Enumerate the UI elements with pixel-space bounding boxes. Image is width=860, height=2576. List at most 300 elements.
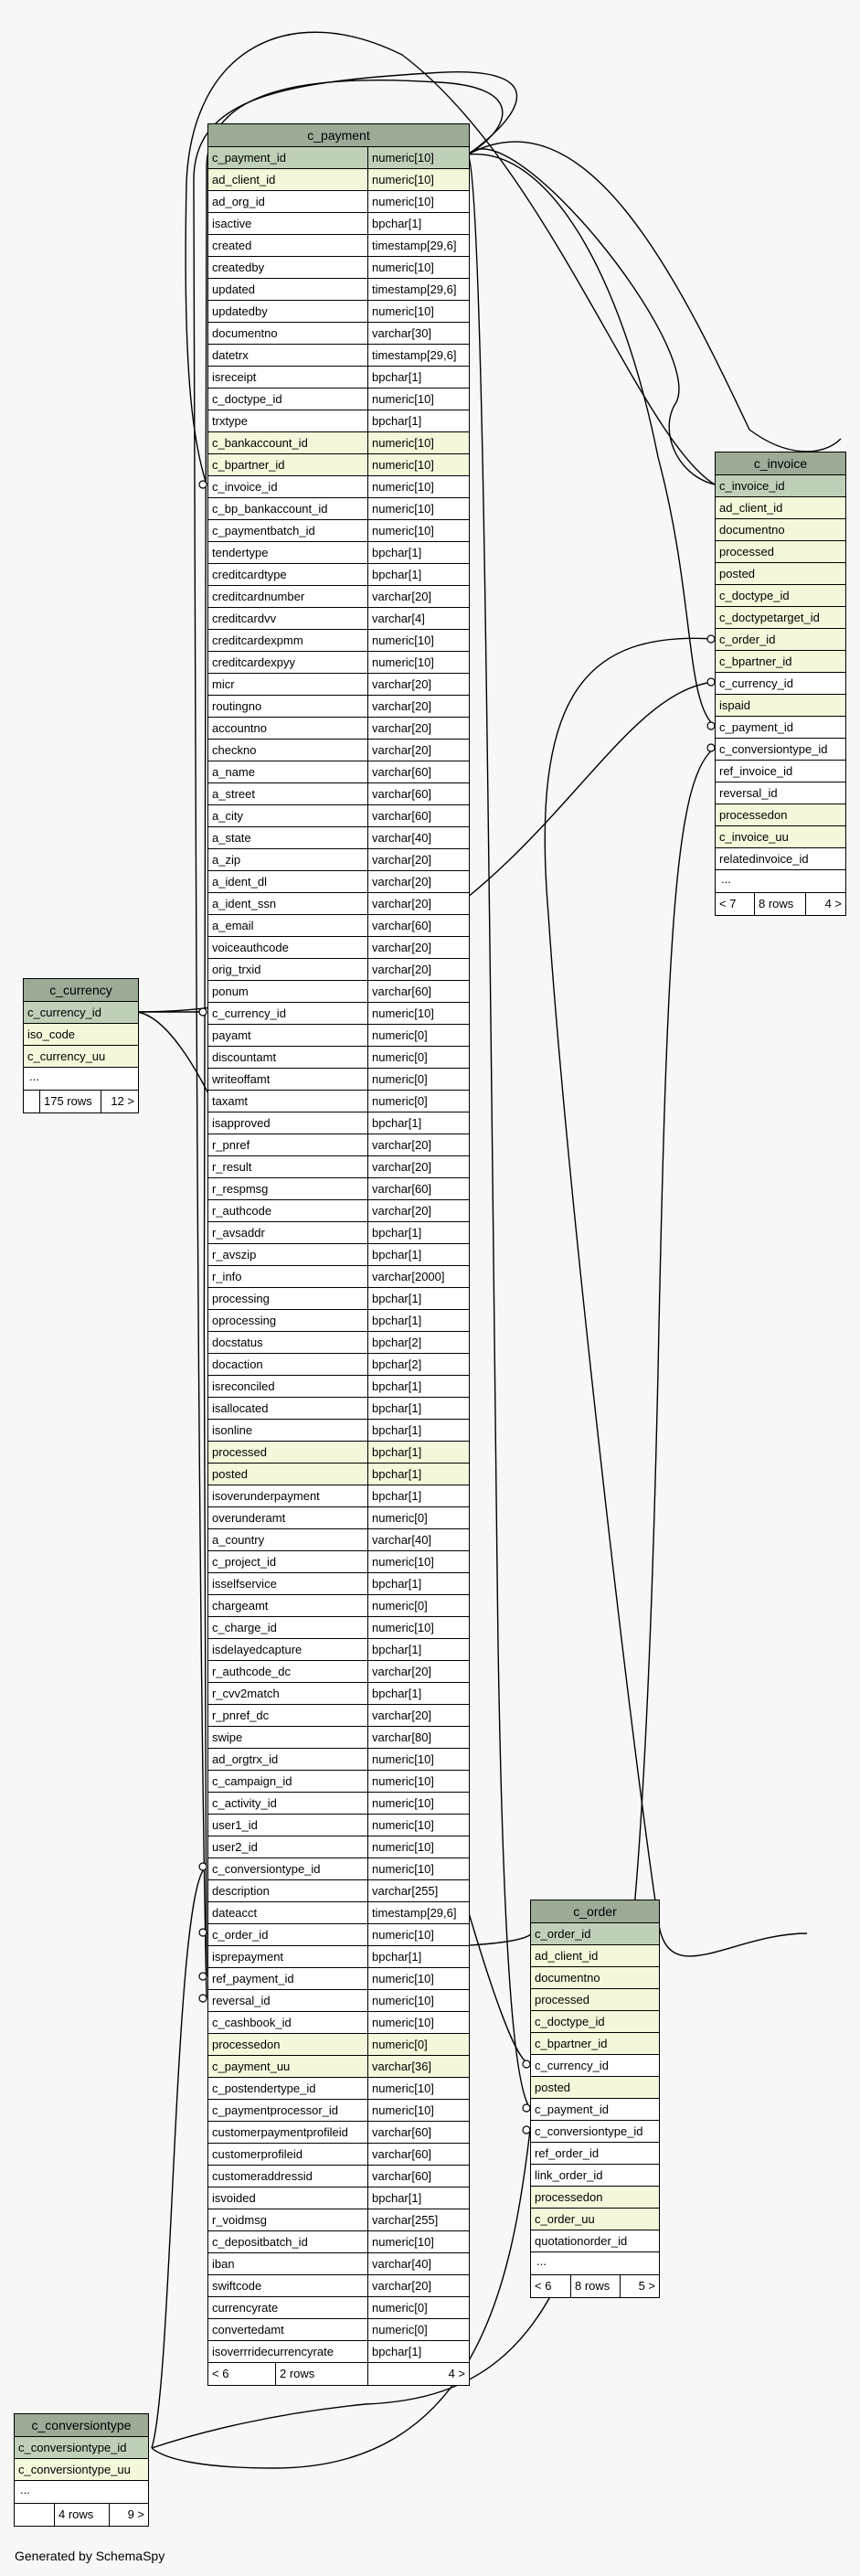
column-row[interactable]	[208, 1003, 469, 1025]
column-type: timestamp[29,6]	[367, 279, 469, 300]
column-name: c_conversiontype_uu	[18, 2463, 131, 2476]
column-type: numeric[10]	[367, 520, 469, 541]
column-name: micr	[212, 677, 235, 691]
column-name: taxamt	[212, 1094, 249, 1108]
column-row[interactable]	[208, 191, 469, 213]
column-name: c_conversiontype_id	[719, 742, 828, 756]
column-name: voiceauthcode	[212, 941, 289, 954]
column-name: accountno	[212, 721, 267, 735]
column-name: customerpaymentprofileid	[212, 2125, 348, 2139]
column-row[interactable]	[716, 848, 845, 870]
footer-next[interactable]: 4 >	[448, 2367, 465, 2380]
column-type: numeric[0]	[367, 1025, 469, 1046]
column-name: r_info	[212, 1270, 242, 1283]
column-name: c_paymentbatch_id	[212, 524, 315, 538]
column-row[interactable]	[208, 1200, 469, 1222]
column-name: chargeamt	[212, 1599, 269, 1613]
table-c_payment[interactable]	[207, 123, 470, 2386]
column-name: ref_order_id	[535, 2146, 600, 2160]
column-row[interactable]	[208, 1112, 469, 1134]
column-row[interactable]	[208, 1771, 469, 1793]
column-type: varchar[20]	[367, 959, 469, 980]
column-name: c_payment_id	[535, 2102, 609, 2116]
column-row[interactable]	[208, 1442, 469, 1464]
table-c_order[interactable]	[530, 1900, 660, 2298]
column-list	[208, 147, 469, 2363]
column-type: varchar[60]	[367, 805, 469, 826]
column-type: varchar[60]	[367, 761, 469, 782]
column-type: varchar[40]	[367, 827, 469, 848]
column-row[interactable]	[208, 1178, 469, 1200]
column-row[interactable]	[716, 585, 845, 607]
footer-next[interactable]: 12 >	[111, 1094, 134, 1108]
column-row[interactable]	[208, 1573, 469, 1595]
column-row[interactable]	[208, 1464, 469, 1485]
column-name: c_conversiontype_id	[18, 2441, 127, 2454]
column-type: varchar[60]	[367, 783, 469, 804]
column-row[interactable]	[24, 1002, 138, 1024]
footer-rows: 8 rows	[755, 893, 806, 915]
column-name: r_authcode	[212, 1204, 272, 1218]
column-row[interactable]	[208, 454, 469, 476]
column-row[interactable]	[208, 2122, 469, 2144]
column-type: numeric[0]	[367, 2297, 469, 2318]
column-row[interactable]	[208, 871, 469, 893]
column-type: numeric[10]	[367, 498, 469, 519]
column-name: a_country	[212, 1533, 265, 1547]
column-row[interactable]	[531, 1945, 659, 1967]
column-type: varchar[4]	[367, 608, 469, 629]
column-row[interactable]	[531, 2165, 659, 2187]
column-name: a_email	[212, 919, 254, 932]
footer-rows: 175 rows	[40, 1091, 101, 1112]
table-title[interactable]: c_payment	[208, 124, 469, 147]
column-type: numeric[10]	[367, 1617, 469, 1638]
column-row[interactable]	[208, 718, 469, 740]
column-type: numeric[10]	[367, 2012, 469, 2033]
column-row[interactable]	[716, 761, 845, 782]
column-row[interactable]	[531, 2230, 659, 2252]
column-name: isdelayedcapture	[212, 1643, 303, 1656]
column-row[interactable]	[208, 1354, 469, 1376]
column-type: varchar[20]	[367, 1705, 469, 1726]
column-type: varchar[20]	[367, 696, 469, 717]
column-row[interactable]	[208, 1836, 469, 1858]
column-row[interactable]	[24, 1024, 138, 1046]
column-type: numeric[10]	[367, 301, 469, 322]
column-name: c_order_uu	[535, 2212, 595, 2226]
column-type: varchar[255]	[367, 2209, 469, 2230]
column-row[interactable]	[208, 783, 469, 805]
column-name: ispaid	[719, 698, 750, 712]
footer-prev[interactable]	[15, 2504, 55, 2526]
column-type: bpchar[1]	[367, 1946, 469, 1967]
column-name: tendertype	[212, 546, 269, 559]
column-type: numeric[10]	[367, 1771, 469, 1792]
column-row[interactable]	[716, 826, 845, 848]
column-row[interactable]	[24, 1046, 138, 1068]
column-row[interactable]	[531, 2209, 659, 2230]
column-row[interactable]	[208, 169, 469, 191]
column-type: bpchar[1]	[367, 1376, 469, 1397]
column-row[interactable]	[208, 1376, 469, 1398]
column-row[interactable]	[208, 1222, 469, 1244]
column-row[interactable]	[208, 959, 469, 981]
footer-next[interactable]: 5 >	[638, 2279, 655, 2293]
column-row[interactable]	[716, 717, 845, 739]
column-name: writeoffamt	[212, 1072, 271, 1086]
column-row[interactable]	[208, 410, 469, 432]
column-name: c_payment_uu	[212, 2060, 291, 2073]
column-row[interactable]	[531, 2055, 659, 2077]
column-name: isactive	[212, 217, 252, 230]
column-row[interactable]	[208, 2275, 469, 2297]
column-row[interactable]	[208, 937, 469, 959]
column-type: numeric[10]	[367, 1793, 469, 1814]
column-name: payamt	[212, 1028, 251, 1042]
column-row[interactable]	[531, 2121, 659, 2143]
column-name: c_invoice_uu	[719, 830, 789, 844]
column-row[interactable]	[716, 629, 845, 651]
column-row[interactable]	[208, 1815, 469, 1836]
column-type: varchar[20]	[367, 718, 469, 739]
column-row[interactable]	[208, 1595, 469, 1617]
column-row[interactable]	[208, 235, 469, 257]
column-type: bpchar[1]	[367, 1420, 469, 1441]
column-name: r_respmsg	[212, 1182, 269, 1196]
column-name: documentno	[535, 1971, 600, 1985]
column-row[interactable]	[531, 1923, 659, 1945]
column-row[interactable]	[716, 497, 845, 519]
column-type: timestamp[29,6]	[367, 1902, 469, 1923]
column-row[interactable]	[208, 1529, 469, 1551]
column-row[interactable]	[208, 1485, 469, 1507]
column-row[interactable]	[208, 1639, 469, 1661]
column-row[interactable]	[208, 2297, 469, 2319]
column-name: processedon	[719, 808, 788, 822]
column-name: currencyrate	[212, 2301, 279, 2315]
column-name: c_conversiontype_id	[535, 2124, 643, 2138]
column-name: oprocessing	[212, 1314, 277, 1327]
column-row[interactable]	[208, 1749, 469, 1771]
column-name: reversal_id	[719, 786, 778, 800]
column-row[interactable]	[716, 673, 845, 695]
column-row[interactable]	[531, 1989, 659, 2011]
column-type: numeric[10]	[367, 257, 469, 278]
column-name: documentno	[719, 523, 785, 537]
column-name: c_conversiontype_id	[212, 1862, 321, 1876]
column-row[interactable]	[208, 301, 469, 323]
column-name: r_cvv2match	[212, 1687, 280, 1700]
footer-next[interactable]: 4 >	[824, 897, 842, 910]
column-type: varchar[20]	[367, 1156, 469, 1177]
column-type: bpchar[1]	[367, 1288, 469, 1309]
column-type: varchar[30]	[367, 323, 469, 344]
column-row[interactable]	[208, 1310, 469, 1332]
table-c_currency[interactable]	[23, 978, 139, 1113]
column-type: bpchar[1]	[367, 1222, 469, 1243]
column-row[interactable]	[208, 1661, 469, 1683]
column-name: processing	[212, 1292, 270, 1305]
column-type: bpchar[1]	[367, 1398, 469, 1419]
column-name: processed	[719, 545, 774, 559]
column-type: numeric[10]	[367, 2078, 469, 2099]
column-name: creditcardexpmm	[212, 633, 303, 647]
column-name: posted	[719, 567, 756, 580]
column-list	[716, 475, 845, 870]
column-name: processedon	[535, 2190, 603, 2204]
column-name: createdby	[212, 261, 265, 274]
column-row[interactable]	[208, 981, 469, 1003]
column-name: c_invoice_id	[719, 479, 785, 493]
column-row[interactable]	[208, 1288, 469, 1310]
column-row[interactable]	[208, 257, 469, 279]
column-name: overunderamt	[212, 1511, 286, 1525]
column-row[interactable]	[208, 1880, 469, 1902]
column-name: c_doctypetarget_id	[719, 611, 820, 624]
footer-prev[interactable]: < 6	[531, 2275, 571, 2297]
column-name: c_cashbook_id	[212, 2016, 292, 2029]
column-row[interactable]	[208, 1858, 469, 1880]
column-row[interactable]	[208, 1683, 469, 1705]
column-row[interactable]	[208, 1968, 469, 1990]
column-row[interactable]	[208, 1924, 469, 1946]
column-row[interactable]	[208, 476, 469, 498]
table-c_invoice[interactable]	[715, 452, 846, 916]
column-name: ad_client_id	[719, 501, 783, 515]
column-row[interactable]	[716, 519, 845, 541]
column-name: c_depositbatch_id	[212, 2235, 308, 2249]
column-name: r_result	[212, 1160, 252, 1174]
column-row[interactable]	[208, 586, 469, 608]
column-type: bpchar[1]	[367, 2341, 469, 2362]
column-row[interactable]	[531, 2187, 659, 2209]
column-name: user1_id	[212, 1818, 258, 1832]
column-row[interactable]	[208, 827, 469, 849]
column-name: processedon	[212, 2038, 281, 2051]
column-type: numeric[10]	[367, 1003, 469, 1024]
column-name: a_state	[212, 831, 251, 845]
column-name: iban	[212, 2257, 235, 2271]
column-name: user2_id	[212, 1840, 258, 1854]
column-row[interactable]	[208, 2100, 469, 2122]
column-name: isallocated	[212, 1401, 269, 1415]
column-row[interactable]	[208, 498, 469, 520]
column-row[interactable]	[208, 1091, 469, 1112]
column-name: c_bpartner_id	[719, 655, 792, 668]
column-type: bpchar[2]	[367, 1354, 469, 1375]
column-row[interactable]	[208, 2319, 469, 2341]
column-row[interactable]	[208, 1244, 469, 1266]
column-row[interactable]	[208, 323, 469, 345]
table-footer	[24, 1091, 138, 1112]
column-row[interactable]	[208, 1705, 469, 1727]
table-title[interactable]: c_invoice	[716, 452, 845, 475]
column-type: bpchar[1]	[367, 2187, 469, 2209]
column-row[interactable]	[531, 2143, 659, 2165]
column-row[interactable]	[208, 1793, 469, 1815]
column-row[interactable]	[208, 915, 469, 937]
footer-prev[interactable]	[24, 1091, 40, 1112]
column-name: c_currency_id	[719, 676, 793, 690]
column-type: varchar[60]	[367, 2122, 469, 2143]
column-type: varchar[60]	[367, 1178, 469, 1199]
column-name: c_bpartner_id	[212, 458, 285, 472]
column-row[interactable]	[208, 1902, 469, 1924]
column-row[interactable]	[208, 1025, 469, 1047]
footer-prev[interactable]: < 6	[208, 2363, 276, 2385]
column-name: c_order_id	[212, 1928, 269, 1942]
column-name: customerprofileid	[212, 2147, 303, 2161]
column-row[interactable]	[208, 279, 469, 301]
column-name: c_currency_id	[27, 1006, 101, 1019]
column-row[interactable]	[208, 608, 469, 630]
column-row[interactable]	[208, 2012, 469, 2034]
column-row[interactable]	[208, 1398, 469, 1420]
column-row[interactable]	[208, 2144, 469, 2166]
column-row[interactable]	[716, 782, 845, 804]
column-name: quotationorder_id	[535, 2234, 628, 2248]
column-name: a_ident_ssn	[212, 897, 277, 910]
column-row[interactable]	[208, 213, 469, 235]
column-row[interactable]	[208, 367, 469, 389]
column-row[interactable]	[208, 1551, 469, 1573]
column-row[interactable]	[208, 893, 469, 915]
column-row[interactable]	[208, 674, 469, 696]
more-columns-ellipsis: ...	[15, 2481, 148, 2504]
column-name: datetrx	[212, 348, 249, 362]
column-row[interactable]	[208, 1266, 469, 1288]
column-row[interactable]	[208, 432, 469, 454]
column-row[interactable]	[208, 1332, 469, 1354]
column-type: numeric[0]	[367, 2319, 469, 2340]
footer-next[interactable]: 9 >	[127, 2507, 144, 2521]
column-row[interactable]	[208, 2253, 469, 2275]
column-name: isprepayment	[212, 1950, 284, 1964]
column-row[interactable]	[208, 147, 469, 169]
column-row[interactable]	[208, 1047, 469, 1069]
column-name: c_doctype_id	[212, 392, 282, 406]
footer-prev[interactable]: < 7	[716, 893, 755, 915]
column-row[interactable]	[716, 475, 845, 497]
column-type: varchar[20]	[367, 937, 469, 958]
column-row[interactable]	[208, 2056, 469, 2078]
table-title[interactable]: c_order	[531, 1900, 659, 1923]
column-row[interactable]	[15, 2459, 148, 2481]
column-row[interactable]	[208, 1134, 469, 1156]
column-row[interactable]	[208, 1990, 469, 2012]
column-name: c_bankaccount_id	[212, 436, 308, 450]
column-type: numeric[10]	[367, 1749, 469, 1770]
column-name: isselfservice	[212, 1577, 277, 1591]
column-type: bpchar[1]	[367, 213, 469, 234]
column-type: varchar[2000]	[367, 1266, 469, 1287]
column-name: relatedinvoice_id	[719, 852, 809, 866]
column-row[interactable]	[531, 2033, 659, 2055]
column-name: docaction	[212, 1357, 263, 1371]
table-c_conversiontype[interactable]	[14, 2413, 149, 2527]
column-type: bpchar[1]	[367, 1464, 469, 1485]
column-row[interactable]	[208, 1617, 469, 1639]
column-row[interactable]	[716, 541, 845, 563]
column-row[interactable]	[208, 1069, 469, 1091]
column-row[interactable]	[208, 389, 469, 410]
column-name: c_currency_uu	[27, 1049, 106, 1063]
column-name: creditcardtype	[212, 568, 287, 581]
column-row[interactable]	[716, 804, 845, 826]
column-row[interactable]	[208, 520, 469, 542]
table-title[interactable]: c_currency	[24, 979, 138, 1002]
column-name: c_payment_id	[719, 720, 793, 734]
column-name: r_avszip	[212, 1248, 257, 1261]
column-type: varchar[60]	[367, 2166, 469, 2187]
column-row[interactable]	[208, 2231, 469, 2253]
column-row[interactable]	[716, 739, 845, 761]
column-row[interactable]	[208, 849, 469, 871]
column-row[interactable]	[208, 1156, 469, 1178]
column-row[interactable]	[716, 695, 845, 717]
column-row[interactable]	[208, 2034, 469, 2056]
column-row[interactable]	[716, 563, 845, 585]
table-footer	[531, 2275, 659, 2297]
column-type: numeric[10]	[367, 1990, 469, 2011]
column-row[interactable]	[208, 2166, 469, 2187]
column-row[interactable]	[531, 1967, 659, 1989]
column-name: c_order_id	[719, 633, 776, 646]
column-name: r_authcode_dc	[212, 1665, 292, 1678]
column-row[interactable]	[208, 542, 469, 564]
column-row[interactable]	[208, 2341, 469, 2363]
column-row[interactable]	[208, 2187, 469, 2209]
column-row[interactable]	[208, 1727, 469, 1749]
column-row[interactable]	[208, 630, 469, 652]
column-name: iso_code	[27, 1027, 76, 1041]
footer-rows: 8 rows	[571, 2275, 621, 2297]
column-type: varchar[60]	[367, 981, 469, 1002]
column-type: numeric[10]	[367, 1836, 469, 1857]
column-row[interactable]	[531, 2077, 659, 2099]
column-type: bpchar[2]	[367, 1332, 469, 1353]
column-row[interactable]	[208, 345, 469, 367]
column-row[interactable]	[208, 740, 469, 761]
column-row[interactable]	[716, 607, 845, 629]
column-row[interactable]	[208, 1946, 469, 1968]
column-row[interactable]	[208, 652, 469, 674]
column-row[interactable]	[208, 2209, 469, 2231]
column-row[interactable]	[208, 2078, 469, 2100]
column-row[interactable]	[15, 2437, 148, 2459]
table-title[interactable]: c_conversiontype	[15, 2414, 148, 2437]
column-row[interactable]	[208, 805, 469, 827]
column-row[interactable]	[208, 564, 469, 586]
column-type: timestamp[29,6]	[367, 235, 469, 256]
column-row[interactable]	[716, 651, 845, 673]
column-row[interactable]	[531, 2011, 659, 2033]
column-row[interactable]	[531, 2099, 659, 2121]
table-footer	[208, 2363, 469, 2385]
column-name: c_project_id	[212, 1555, 277, 1569]
column-name: a_street	[212, 787, 255, 801]
more-columns-ellipsis: ...	[716, 870, 845, 893]
column-row[interactable]	[208, 1507, 469, 1529]
column-row[interactable]	[208, 761, 469, 783]
column-name: convertedamt	[212, 2323, 284, 2336]
column-name: dateacct	[212, 1906, 258, 1920]
column-type: numeric[0]	[367, 1091, 469, 1112]
column-row[interactable]	[208, 1420, 469, 1442]
column-row[interactable]	[208, 696, 469, 718]
column-name: isreceipt	[212, 370, 257, 384]
